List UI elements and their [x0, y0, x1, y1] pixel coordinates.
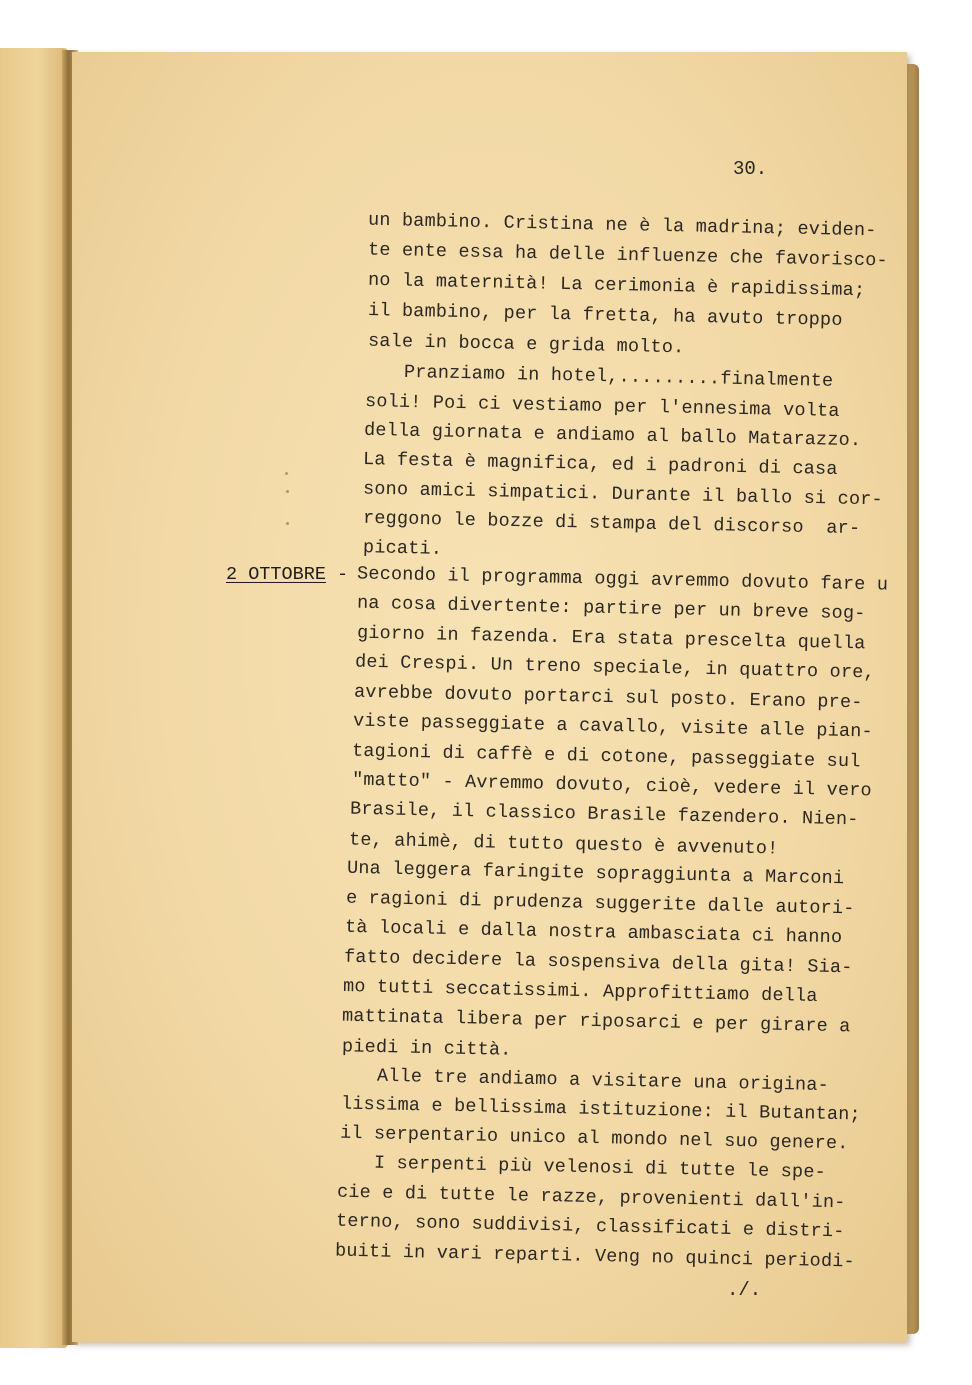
text-line: soli! Poi ci vestiamo per l'ennesima volta [364, 391, 840, 422]
text-line: della giornata e andiamo al ballo Matarazzo. [363, 419, 862, 452]
text-line: na cosa divertente: partire per un breve sog- [356, 592, 866, 625]
text-line: buiti in vari reparti. Veng no quinci periodi- [334, 1240, 856, 1273]
text-line: tà locali e dalla nostra ambasciata ci hanno [344, 916, 843, 949]
text-line: Brasile, il classico Brasile fazendero. Nien- [349, 798, 859, 831]
text-line: dei Crespi. Un treno speciale, in quattro ore, [354, 651, 876, 684]
text-line: terno, sono suddivisi, classificati e distri- [335, 1210, 845, 1243]
text-line: te ente essa ha delle influenze che favorisco- [367, 239, 889, 272]
text-line: no la maternità! La cerimonia è rapidissima; [367, 269, 866, 302]
previous-page-edge [0, 48, 68, 1348]
page-number: 30. [733, 158, 768, 180]
text-line: La festa è magnifica, ed i padroni di casa [362, 449, 838, 480]
text-line: lissima e bellissima istituzione: il Butantan; [340, 1093, 862, 1126]
continuation-mark: ./. [727, 1279, 762, 1301]
text-line: "matto" - Avremmo dovuto, cioè, vedere il vero [351, 769, 873, 802]
text-line: un bambino. Cristina ne è la madrina; eviden- [367, 209, 877, 242]
text-line: il serpentario unico al mondo nel suo genere. [339, 1122, 849, 1155]
text-line: I serpenti più velenosi di tutte le spe- [339, 1151, 827, 1184]
text-line: tagioni di caffè e di cotone, passeggiate sul [351, 740, 861, 773]
text-line: viste passeggiate a cavallo, visite alle pian- [352, 710, 874, 743]
date-heading-dash: - [325, 564, 349, 585]
text-line: mo tutti seccatissimi. Approfittiamo della [342, 976, 818, 1007]
page-stack-edge [905, 64, 919, 1334]
text-line: te, ahimè, di tutto questo è avvenuto! [348, 829, 779, 860]
text-line: il bambino, per la fretta, ha avuto troppo [367, 300, 843, 331]
paper-speck [286, 490, 289, 493]
text-line: mattinata libera per riposarci e per girare a [341, 1005, 851, 1038]
text-line: Una leggera faringite sopraggiunta a Marconi [346, 857, 845, 890]
paper-speck [286, 522, 289, 525]
text-line: fatto decidere la sospensiva della gita! Sia- [343, 946, 853, 979]
text-line: avrebbe dovuto portarci sul posto. Erano pre- [353, 681, 863, 714]
text-line: cie e di tutte le razze, provenienti dall'in- [336, 1181, 846, 1214]
text-line: picati. [362, 537, 443, 560]
text-line: Alle tre andiamo a visitare una origina- [342, 1064, 830, 1097]
text-line: e ragioni di prudenza suggerite dalle autori- [345, 887, 855, 920]
text-line: Pranziamo in hotel,.........finalmente [369, 361, 834, 392]
date-heading-text: 2 OTTOBRE [226, 564, 326, 585]
text-line: sono amici simpatici. Durante il ballo si cor- [362, 478, 884, 511]
paper-speck [285, 472, 288, 475]
text-line: Secondo il programma oggi avremmo dovuto fare u [356, 563, 889, 596]
text-line: sale in bocca e grida molto. [367, 330, 685, 359]
text-line: giorno in fazenda. Era stata prescelta quella [356, 622, 866, 655]
date-heading [226, 564, 348, 585]
text-line: reggono le bozze di stampa del discorso ar- [362, 507, 861, 540]
text-line: piedi in città. [341, 1036, 512, 1061]
